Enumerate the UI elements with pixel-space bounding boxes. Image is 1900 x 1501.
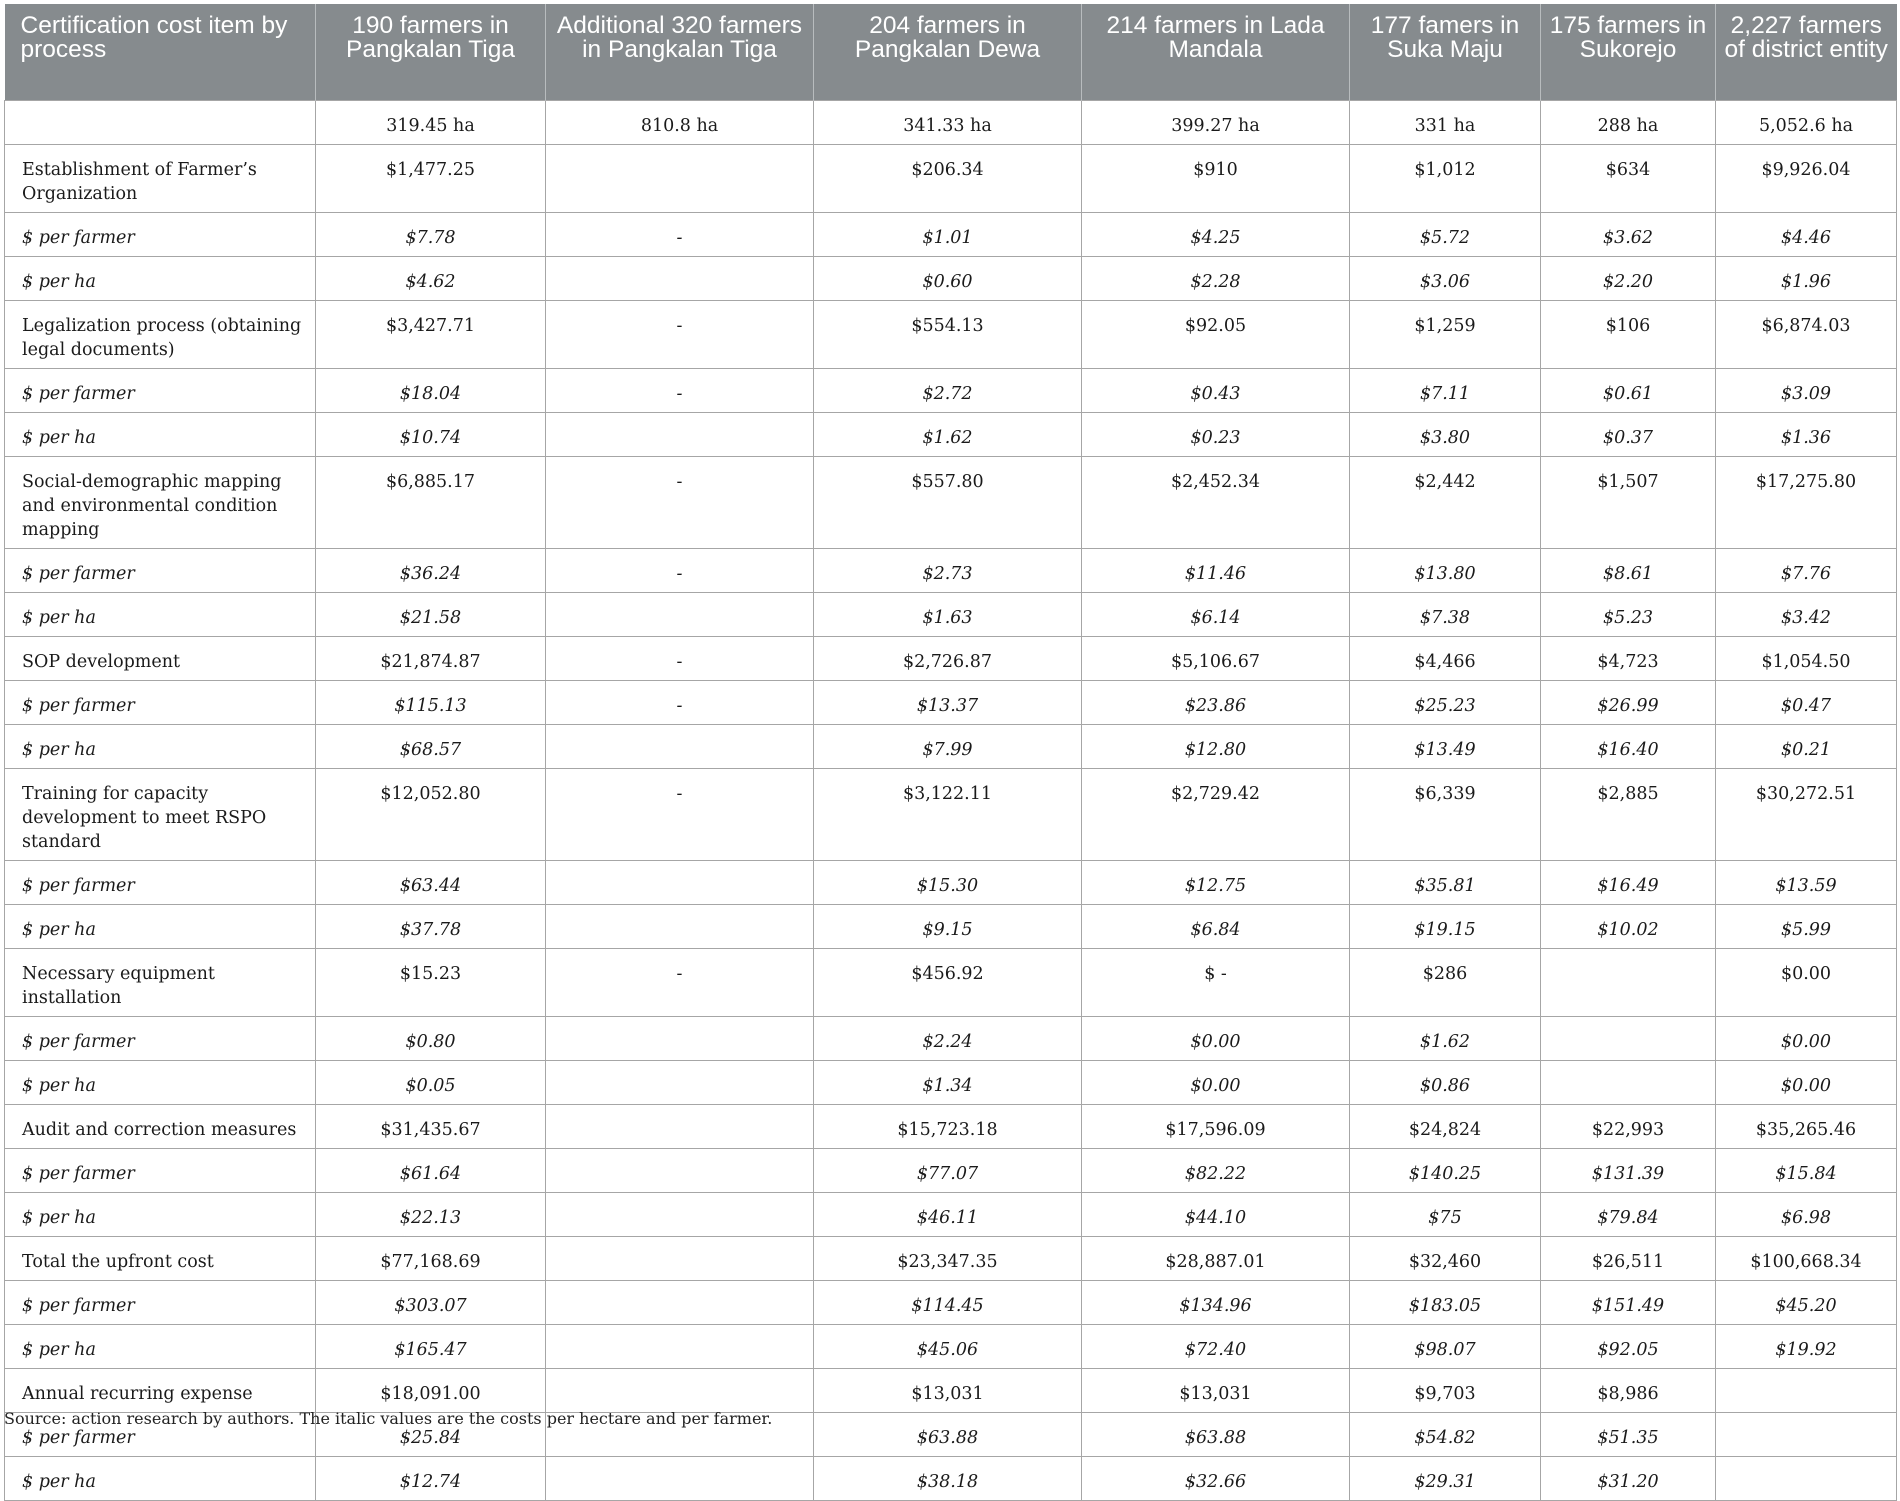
row-label-cell: Necessary equipment installation	[5, 948, 316, 1016]
value-cell: $634	[1541, 144, 1716, 212]
value-cell: $13.49	[1350, 724, 1541, 768]
column-header: 175 farmers in Sukorejo	[1541, 4, 1716, 100]
value-cell: $140.25	[1350, 1148, 1541, 1192]
value-cell: $1,259	[1350, 300, 1541, 368]
value-cell: $0.61	[1541, 368, 1716, 412]
row-label-cell: Annual recurring expense	[5, 1368, 316, 1412]
value-cell: $6,885.17	[316, 456, 546, 548]
table-row	[5, 1148, 1897, 1192]
value-cell: $106	[1541, 300, 1716, 368]
value-cell: -	[546, 548, 814, 592]
table-row	[5, 412, 1897, 456]
value-cell: $4,723	[1541, 636, 1716, 680]
value-cell: $30,272.51	[1716, 768, 1897, 860]
value-cell: $6,874.03	[1716, 300, 1897, 368]
value-cell: $26,511	[1541, 1236, 1716, 1280]
value-cell: $18.04	[316, 368, 546, 412]
value-cell: $0.60	[814, 256, 1082, 300]
value-cell: $6,339	[1350, 768, 1541, 860]
value-cell: $7.78	[316, 212, 546, 256]
value-cell: $0.21	[1716, 724, 1897, 768]
row-label-cell: $ per farmer	[5, 368, 316, 412]
value-cell: $206.34	[814, 144, 1082, 212]
value-cell: $32,460	[1350, 1236, 1541, 1280]
value-cell: $38.18	[814, 1456, 1082, 1500]
value-cell: $0.80	[316, 1016, 546, 1060]
value-cell	[546, 1368, 814, 1412]
value-cell: $44.10	[1082, 1192, 1350, 1236]
row-label-cell: Audit and correction measures	[5, 1104, 316, 1148]
value-cell: $1.62	[814, 412, 1082, 456]
value-cell: $68.57	[316, 724, 546, 768]
column-header: 2,227 farmers of district entity	[1716, 4, 1897, 100]
value-cell: $12.74	[316, 1456, 546, 1500]
value-cell: $1,012	[1350, 144, 1541, 212]
value-cell: $0.00	[1082, 1016, 1350, 1060]
value-cell	[546, 1456, 814, 1500]
row-label-cell: $ per ha	[5, 1456, 316, 1500]
value-cell: $16.40	[1541, 724, 1716, 768]
value-cell: $0.00	[1716, 1016, 1897, 1060]
table-row	[5, 1104, 1897, 1148]
row-label-cell: $ per ha	[5, 592, 316, 636]
value-cell: $23.86	[1082, 680, 1350, 724]
row-label-cell: $ per farmer	[5, 1412, 316, 1456]
value-cell: $21,874.87	[316, 636, 546, 680]
value-cell: $910	[1082, 144, 1350, 212]
table-row	[5, 256, 1897, 300]
table-row	[5, 212, 1897, 256]
value-cell: $79.84	[1541, 1192, 1716, 1236]
value-cell: $1.34	[814, 1060, 1082, 1104]
value-cell: $0.00	[1716, 948, 1897, 1016]
value-cell: $7.11	[1350, 368, 1541, 412]
value-cell: $4.46	[1716, 212, 1897, 256]
table-caption: Source: action research by authors. The italic values are the costs per hectare and per farmer.	[4, 1409, 773, 1428]
value-cell: $0.23	[1082, 412, 1350, 456]
value-cell: $0.00	[1716, 1060, 1897, 1104]
value-cell: $2,885	[1541, 768, 1716, 860]
value-cell: $54.82	[1350, 1412, 1541, 1456]
value-cell: $98.07	[1350, 1324, 1541, 1368]
value-cell: $554.13	[814, 300, 1082, 368]
value-cell: $1.36	[1716, 412, 1897, 456]
row-label-cell: $ per ha	[5, 1192, 316, 1236]
table-row	[5, 144, 1897, 212]
table-row	[5, 456, 1897, 548]
value-cell: $8,986	[1541, 1368, 1716, 1412]
value-cell: $3,427.71	[316, 300, 546, 368]
value-cell: $13.37	[814, 680, 1082, 724]
column-header: Additional 320 farmers in Pangkalan Tiga	[546, 4, 814, 100]
row-label-cell: $ per farmer	[5, 1280, 316, 1324]
value-cell: $12.80	[1082, 724, 1350, 768]
value-cell: $2,729.42	[1082, 768, 1350, 860]
value-cell: $51.35	[1541, 1412, 1716, 1456]
value-cell	[546, 1016, 814, 1060]
value-cell	[546, 1280, 814, 1324]
value-cell	[546, 860, 814, 904]
value-cell: $9,703	[1350, 1368, 1541, 1412]
table-row	[5, 1192, 1897, 1236]
value-cell: $1.62	[1350, 1016, 1541, 1060]
value-cell: $456.92	[814, 948, 1082, 1016]
value-cell: $61.64	[316, 1148, 546, 1192]
cost-table-container	[4, 4, 1896, 1501]
value-cell: $3.42	[1716, 592, 1897, 636]
value-cell: -	[546, 768, 814, 860]
value-cell: $2.24	[814, 1016, 1082, 1060]
value-cell: $9,926.04	[1716, 144, 1897, 212]
value-cell: $3.09	[1716, 368, 1897, 412]
value-cell: $4,466	[1350, 636, 1541, 680]
value-cell: $36.24	[316, 548, 546, 592]
value-cell: 288 ha	[1541, 100, 1716, 144]
value-cell: $1.96	[1716, 256, 1897, 300]
value-cell: $29.31	[1350, 1456, 1541, 1500]
row-label-cell	[5, 100, 316, 144]
value-cell: -	[546, 300, 814, 368]
value-cell: $82.22	[1082, 1148, 1350, 1192]
value-cell: $31.20	[1541, 1456, 1716, 1500]
value-cell: $4.25	[1082, 212, 1350, 256]
value-cell: $63.88	[814, 1412, 1082, 1456]
value-cell	[1716, 1412, 1897, 1456]
value-cell	[1541, 1016, 1716, 1060]
value-cell: $0.47	[1716, 680, 1897, 724]
table-body	[5, 100, 1897, 1500]
value-cell	[546, 256, 814, 300]
table-row	[5, 948, 1897, 1016]
value-cell: $2.20	[1541, 256, 1716, 300]
column-header: 204 farmers in Pangkalan Dewa	[814, 4, 1082, 100]
table-row	[5, 1280, 1897, 1324]
table-row	[5, 768, 1897, 860]
value-cell: $15.30	[814, 860, 1082, 904]
value-cell: $11.46	[1082, 548, 1350, 592]
value-cell: 331 ha	[1350, 100, 1541, 144]
table-row	[5, 548, 1897, 592]
value-cell: $15,723.18	[814, 1104, 1082, 1148]
value-cell: $7.99	[814, 724, 1082, 768]
value-cell: $19.15	[1350, 904, 1541, 948]
value-cell: $35.81	[1350, 860, 1541, 904]
value-cell: $3.62	[1541, 212, 1716, 256]
row-label-cell: $ per farmer	[5, 1148, 316, 1192]
value-cell	[546, 1236, 814, 1280]
value-cell: $286	[1350, 948, 1541, 1016]
value-cell	[546, 412, 814, 456]
value-cell: $45.20	[1716, 1280, 1897, 1324]
value-cell: $5.72	[1350, 212, 1541, 256]
value-cell: $100,668.34	[1716, 1236, 1897, 1280]
value-cell: $28,887.01	[1082, 1236, 1350, 1280]
value-cell	[546, 1104, 814, 1148]
table-row	[5, 904, 1897, 948]
value-cell: $3.06	[1350, 256, 1541, 300]
value-cell: $77.07	[814, 1148, 1082, 1192]
value-cell: $1,507	[1541, 456, 1716, 548]
value-cell: 399.27 ha	[1082, 100, 1350, 144]
table-row	[5, 1016, 1897, 1060]
value-cell: $63.88	[1082, 1412, 1350, 1456]
value-cell: $151.49	[1541, 1280, 1716, 1324]
value-cell: -	[546, 680, 814, 724]
value-cell: $0.43	[1082, 368, 1350, 412]
value-cell: $0.05	[316, 1060, 546, 1104]
value-cell: $21.58	[316, 592, 546, 636]
value-cell: $12.75	[1082, 860, 1350, 904]
row-label-cell: Total the upfront cost	[5, 1236, 316, 1280]
value-cell: $77,168.69	[316, 1236, 546, 1280]
value-cell: -	[546, 636, 814, 680]
value-cell: $2,726.87	[814, 636, 1082, 680]
row-label-cell: SOP development	[5, 636, 316, 680]
value-cell	[1541, 1060, 1716, 1104]
value-cell: $5.23	[1541, 592, 1716, 636]
row-label-cell: $ per ha	[5, 1060, 316, 1104]
value-cell: $10.74	[316, 412, 546, 456]
value-cell: -	[546, 212, 814, 256]
value-cell: $9.15	[814, 904, 1082, 948]
value-cell: $25.23	[1350, 680, 1541, 724]
value-cell: $165.47	[316, 1324, 546, 1368]
value-cell: $15.84	[1716, 1148, 1897, 1192]
value-cell: $0.86	[1350, 1060, 1541, 1104]
value-cell: $2.72	[814, 368, 1082, 412]
value-cell: $2.73	[814, 548, 1082, 592]
value-cell: -	[546, 456, 814, 548]
table-row	[5, 100, 1897, 144]
value-cell: $134.96	[1082, 1280, 1350, 1324]
table-row	[5, 860, 1897, 904]
row-label-cell: $ per ha	[5, 256, 316, 300]
value-cell: $1,054.50	[1716, 636, 1897, 680]
table-row	[5, 300, 1897, 368]
value-cell: $32.66	[1082, 1456, 1350, 1500]
value-cell: -	[546, 948, 814, 1016]
value-cell	[1716, 1368, 1897, 1412]
value-cell: $5.99	[1716, 904, 1897, 948]
row-label-cell: $ per ha	[5, 904, 316, 948]
value-cell: $24,824	[1350, 1104, 1541, 1148]
value-cell	[546, 1148, 814, 1192]
value-cell: $1.01	[814, 212, 1082, 256]
value-cell: $25.84	[316, 1412, 546, 1456]
value-cell: $75	[1350, 1192, 1541, 1236]
table-header-row	[5, 4, 1897, 100]
value-cell: $6.84	[1082, 904, 1350, 948]
table-row	[5, 636, 1897, 680]
value-cell: $35,265.46	[1716, 1104, 1897, 1148]
value-cell	[546, 1324, 814, 1368]
value-cell: $15.23	[316, 948, 546, 1016]
value-cell: $46.11	[814, 1192, 1082, 1236]
value-cell: $303.07	[316, 1280, 546, 1324]
value-cell	[1541, 948, 1716, 1016]
table-row	[5, 592, 1897, 636]
value-cell: $6.14	[1082, 592, 1350, 636]
value-cell: $13,031	[1082, 1368, 1350, 1412]
row-label-cell: $ per farmer	[5, 860, 316, 904]
row-label-cell: $ per farmer	[5, 548, 316, 592]
value-cell: $8.61	[1541, 548, 1716, 592]
value-cell: $183.05	[1350, 1280, 1541, 1324]
row-label-cell: $ per farmer	[5, 212, 316, 256]
value-cell: 319.45 ha	[316, 100, 546, 144]
value-cell	[546, 592, 814, 636]
value-cell	[1716, 1456, 1897, 1500]
value-cell: $37.78	[316, 904, 546, 948]
value-cell: $72.40	[1082, 1324, 1350, 1368]
value-cell: $5,106.67	[1082, 636, 1350, 680]
value-cell: $3,122.11	[814, 768, 1082, 860]
value-cell: $1.63	[814, 592, 1082, 636]
value-cell: $6.98	[1716, 1192, 1897, 1236]
value-cell: $1,477.25	[316, 144, 546, 212]
table-row	[5, 368, 1897, 412]
value-cell: $10.02	[1541, 904, 1716, 948]
value-cell: $31,435.67	[316, 1104, 546, 1148]
value-cell: $17,596.09	[1082, 1104, 1350, 1148]
table-row	[5, 1324, 1897, 1368]
value-cell: $7.38	[1350, 592, 1541, 636]
value-cell: $13.59	[1716, 860, 1897, 904]
value-cell: $13.80	[1350, 548, 1541, 592]
value-cell: 5,052.6 ha	[1716, 100, 1897, 144]
value-cell	[546, 1060, 814, 1104]
value-cell: $4.62	[316, 256, 546, 300]
value-cell: -	[546, 368, 814, 412]
value-cell: $92.05	[1082, 300, 1350, 368]
table-row	[5, 1368, 1897, 1412]
value-cell	[546, 904, 814, 948]
value-cell: $557.80	[814, 456, 1082, 548]
value-cell: 341.33 ha	[814, 100, 1082, 144]
value-cell: $22,993	[1541, 1104, 1716, 1148]
value-cell: $13,031	[814, 1368, 1082, 1412]
row-label-cell: $ per farmer	[5, 680, 316, 724]
column-header: 214 farmers in Lada Mandala	[1082, 4, 1350, 100]
value-cell: $17,275.80	[1716, 456, 1897, 548]
value-cell: $2,442	[1350, 456, 1541, 548]
value-cell: $114.45	[814, 1280, 1082, 1324]
row-label-cell: Legalization process (obtaining legal documents)	[5, 300, 316, 368]
row-label-cell: Social-demographic mapping and environmental condition mapping	[5, 456, 316, 548]
row-label-cell: Training for capacity development to meet RSPO standard	[5, 768, 316, 860]
table-row	[5, 680, 1897, 724]
value-cell: $19.92	[1716, 1324, 1897, 1368]
value-cell: $92.05	[1541, 1324, 1716, 1368]
table-row	[5, 724, 1897, 768]
value-cell: $22.13	[316, 1192, 546, 1236]
value-cell: $2.28	[1082, 256, 1350, 300]
row-label-cell: Establishment of Farmer’s Organization	[5, 144, 316, 212]
row-label-cell: $ per ha	[5, 1324, 316, 1368]
certification-cost-table	[4, 4, 1897, 1501]
value-cell: $3.80	[1350, 412, 1541, 456]
table-row	[5, 1456, 1897, 1500]
value-cell: $7.76	[1716, 548, 1897, 592]
table-row	[5, 1236, 1897, 1280]
row-label-cell: $ per ha	[5, 724, 316, 768]
value-cell: $2,452.34	[1082, 456, 1350, 548]
value-cell: $16.49	[1541, 860, 1716, 904]
value-cell: $45.06	[814, 1324, 1082, 1368]
value-cell: $ -	[1082, 948, 1350, 1016]
value-cell	[546, 1192, 814, 1236]
value-cell: $131.39	[1541, 1148, 1716, 1192]
value-cell: $63.44	[316, 860, 546, 904]
value-cell: $0.37	[1541, 412, 1716, 456]
row-label-cell: $ per ha	[5, 412, 316, 456]
value-cell: $26.99	[1541, 680, 1716, 724]
value-cell: $115.13	[316, 680, 546, 724]
column-header: Certification cost item by process	[5, 4, 316, 100]
value-cell: $18,091.00	[316, 1368, 546, 1412]
column-header: 190 farmers in Pangkalan Tiga	[316, 4, 546, 100]
table-row	[5, 1060, 1897, 1104]
value-cell	[546, 724, 814, 768]
row-label-cell: $ per farmer	[5, 1016, 316, 1060]
column-header: 177 famers in Suka Maju	[1350, 4, 1541, 100]
value-cell: $23,347.35	[814, 1236, 1082, 1280]
value-cell: 810.8 ha	[546, 100, 814, 144]
value-cell	[546, 144, 814, 212]
value-cell: $12,052.80	[316, 768, 546, 860]
value-cell: $0.00	[1082, 1060, 1350, 1104]
